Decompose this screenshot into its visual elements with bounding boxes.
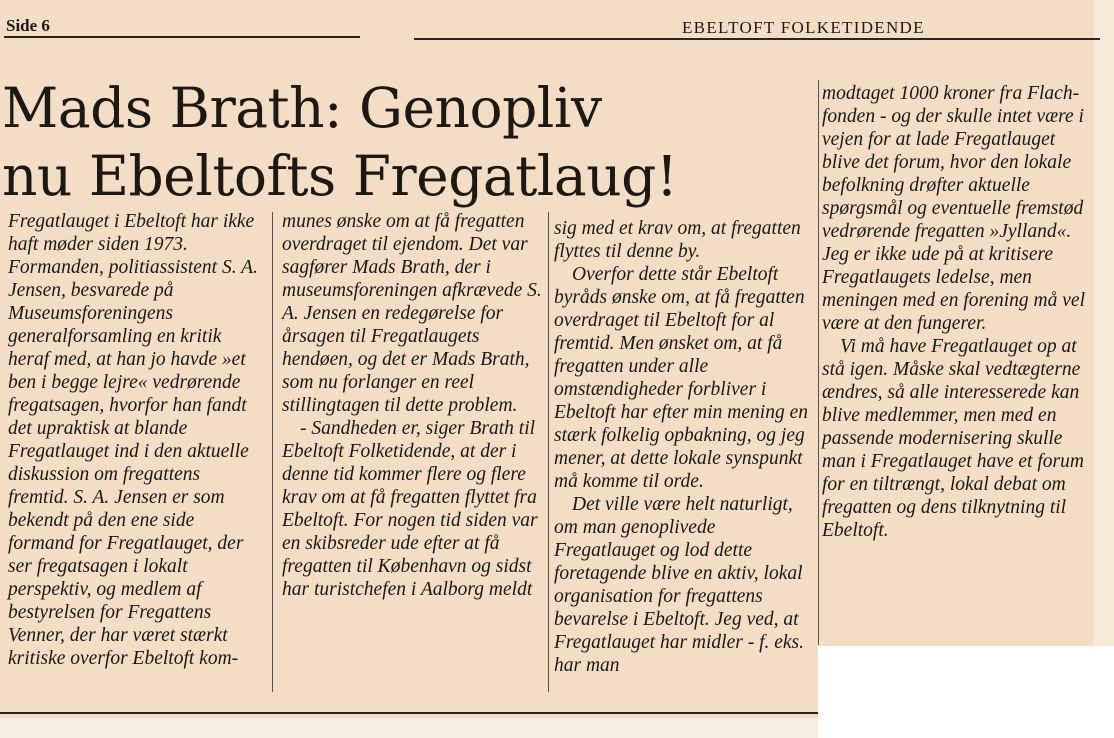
scan-margin-bottom xyxy=(0,718,818,738)
article-headline xyxy=(2,74,822,210)
header-rule-right xyxy=(414,38,1100,40)
headline-line-1: Mads Brath: Genopliv xyxy=(2,76,602,140)
page-number: Side 6 xyxy=(6,16,50,35)
column-divider xyxy=(272,212,273,692)
article-column-3 xyxy=(554,217,816,677)
header-rule-left xyxy=(4,36,360,38)
article-column-1 xyxy=(8,210,264,670)
paragraph: modtaget 1000 kroner fra Flach-fonden - og der skulle intet være i vejen for at lade Fregatlauget blive det forum, hvor den lokale befolkning drøfter aktuelle spørgsmål og eventuelle fremstød vedrørende fregatten »Jylland«. Jeg er ikke ude på at kritisere Fregatlaugets ledelse, men meningen med en forening må vel være at den fungerer. xyxy=(822,83,1085,334)
newspaper-name: EBELTOFT FOLKETIDENDE xyxy=(682,18,925,37)
paragraph: Vi må have Fregatlauget op at stå igen. Måske skal vedtægterne ændres, så alle interesserede kan blive medlemmer, men med en passende modernisering skulle man i Fregatlauget have et forum for en tiltrængt, lokal debat om fregatten og dens tilknytning til Ebeltoft. xyxy=(822,336,1084,541)
torn-corner xyxy=(818,646,1114,738)
article-column-4 xyxy=(822,82,1090,542)
column-divider xyxy=(818,80,819,645)
paragraph: sig med et krav om, at fregatten flyttes til denne by. xyxy=(554,218,801,262)
scan-margin-right xyxy=(1094,0,1114,646)
headline-line-2: nu Ebeltofts Fregatlaug! xyxy=(2,144,678,208)
column-divider xyxy=(548,212,549,692)
paragraph: - Sandheden er, siger Brath til Ebeltoft Folketidende, at der i denne tid kommer flere og flere krav om at få fregatten flyttet fra Ebeltoft. For nogen tid siden var en skibsreder ude efter at få fregatten til København og sidst har turistchefen i Aalborg meldt xyxy=(282,418,538,600)
footer-rule xyxy=(0,712,818,714)
paragraph: Fregatlauget i Ebeltoft har ikke haft møder siden 1973. Formanden, politiassistent S. A. Jensen, besvarede på Museumsforeningens generalforsamling en kritik heraf med, at han jo havde »et ben i begge lejre« vedrørende fregatsagen, hvorfor han fandt det upraktisk at blande Fregatlauget ind i den aktuelle diskussion om fregattens fremtid. S. A. Jensen er som bekendt på den ene side formand for Fregatlauget, der ser fregatsagen i lokalt perspektiv, og medlem af bestyrelsen for Fregattens Venner, der har været stærkt kritiske overfor Ebeltoft kom- xyxy=(8,211,258,669)
article-column-2 xyxy=(282,210,544,601)
paragraph: munes ønske om at få fregatten overdraget til ejendom. Det var sagfører Mads Brath, der i museumsforeningen afkrævede S. A. Jensen en redegørelse for årsagen til Fregatlaugets hendøen, og det er Mads Brath, som nu forlanger en reel stillingtagen til dette problem. xyxy=(282,211,542,416)
paragraph: Overfor dette står Ebeltoft byråds ønske om, at få fregatten overdraget til Ebeltoft for al fremtid. Men ønsket om, at få fregatten under alle omstændigheder forbliver i Ebeltoft har efter min mening en stærk folkelig opbakning, og jeg mener, at dette lokale synspunkt må komme til orde. xyxy=(554,264,808,492)
paragraph: Det ville være helt naturligt, om man genoplivede Fregatlauget og lod dette foretagende blive en aktiv, lokal organisation for fregattens bevarelse i Ebeltoft. Jeg ved, at Fregatlauget har midler - f. eks. har man xyxy=(554,494,805,676)
